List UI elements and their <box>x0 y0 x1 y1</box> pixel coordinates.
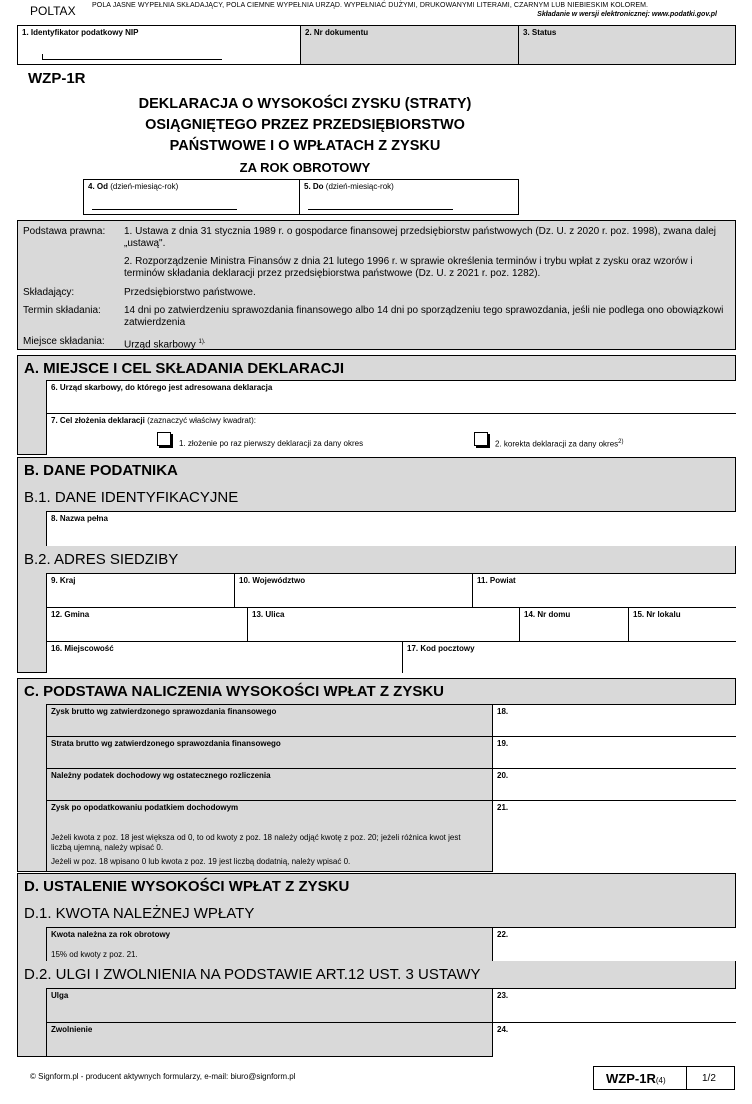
relief-label: Ulga <box>51 991 69 1000</box>
correction-label: 2. korekta deklaracji za dany okres <box>495 439 619 449</box>
section-b2-title: B.2. ADRES SIEDZIBY <box>24 551 179 568</box>
full-name-label: 8. Nazwa pełna <box>51 514 108 523</box>
correction-footnote: 2) <box>618 439 624 445</box>
from-date-boxes <box>92 204 237 210</box>
flat-number-field[interactable] <box>628 607 736 641</box>
footer-copyright: © Signform.pl - producent aktywnych formularzy, e-mail: biuro@signform.pl <box>30 1072 296 1081</box>
street-field[interactable] <box>247 607 519 641</box>
section-a-title: A. MIEJSCE I CEL SKŁADANIA DEKLARACJI <box>24 360 345 377</box>
deadline-value: 14 dni po zatwierdzeniu sprawozdania finansowego albo 14 dni po sporządzeniu tego sprawozdania, jeśli nie podlega ono obowiązkowi zatwierdzenia <box>124 305 724 328</box>
section-b <box>17 457 736 673</box>
from-hint: (dzień-miesiąc-rok) <box>110 182 179 191</box>
exemption-row <box>46 1022 492 1057</box>
gross-profit-row <box>46 704 492 736</box>
to-date-boxes <box>308 204 453 210</box>
street-label: 13. Ulica <box>252 610 285 619</box>
footer-page-number: 1/2 <box>702 1073 716 1084</box>
field-24-number: 24. <box>497 1025 509 1034</box>
gross-loss-field[interactable] <box>492 736 736 768</box>
form-title <box>90 94 520 178</box>
tax-office-field[interactable] <box>46 380 736 413</box>
footer-divider <box>686 1067 687 1089</box>
full-name-field[interactable] <box>46 511 736 546</box>
purpose-label: 7. Cel złożenia deklaracji <box>51 416 145 425</box>
basis-1: 1. Ustawa z dnia 31 stycznia 1989 r. o gospodarce finansowej przedsiębiorstw państwowych (Dz. U. z 2020 r. poz. 1998), zwana dalej „ustawą". <box>124 226 716 249</box>
voivodeship-label: 10. Województwo <box>239 576 306 585</box>
house-number-label: 14. Nr domu <box>524 610 571 619</box>
net-profit-field[interactable] <box>492 800 736 872</box>
exemption-label: Zwolnienie <box>51 1025 93 1034</box>
postcode-field[interactable] <box>402 641 736 673</box>
field-20-number: 20. <box>497 771 509 780</box>
section-a <box>17 355 736 455</box>
section-b1-title: B.1. DANE IDENTYFIKACYJNE <box>24 489 239 506</box>
gross-profit-field[interactable] <box>492 704 736 736</box>
house-number-field[interactable] <box>519 607 628 641</box>
section-d-title: D. USTALENIE WYSOKOŚCI WPŁAT Z ZYSKU <box>24 878 350 895</box>
net-profit-label: Zysk po opodatkowaniu podatkiem dochodowym <box>51 803 239 812</box>
title-line-1: DEKLARACJA O WYSOKOŚCI ZYSKU (STRATY) <box>138 96 472 112</box>
instruction-text: POLA JASNE WYPEŁNIA SKŁADAJĄCY, POLA CIEMNE WYPEŁNIA URZĄD. WYPEŁNIAĆ DUŻYMI, DRUKOWANYMI LITERAMI, CZARNYM LUB NIEBIESKIM KOLOREM. <box>92 2 649 9</box>
city-field[interactable] <box>46 641 402 673</box>
nip-boxes <box>42 54 222 60</box>
purpose-field <box>46 413 736 455</box>
section-c <box>17 678 736 872</box>
income-tax-label: Należny podatek dochodowy wg ostatecznego rozliczenia <box>51 771 271 780</box>
postcode-label: 17. Kod pocztowy <box>407 644 475 653</box>
title-line-4: ZA ROK OBROTOWY <box>239 160 371 175</box>
country-field[interactable] <box>46 573 234 607</box>
exemption-field[interactable] <box>492 1022 736 1057</box>
footer-version: (4) <box>655 1076 666 1085</box>
to-hint: (dzień-miesiąc-rok) <box>325 182 394 191</box>
due-amount-label: Kwota należna za rok obrotowy <box>51 930 171 939</box>
correction-checkbox[interactable] <box>474 432 488 446</box>
section-c-title: C. PODSTAWA NALICZENIA WYSOKOŚCI WPŁAT Z ZYSKU <box>24 683 444 700</box>
doc-number-label: 2. Nr dokumentu <box>305 28 369 37</box>
status-label: 3. Status <box>523 28 557 37</box>
place-footnote: 1). <box>198 339 206 345</box>
footer-form-code-box <box>593 1066 735 1090</box>
tax-office-label: 6. Urząd skarbowy, do którego jest adresowana deklaracja <box>51 383 273 392</box>
field-19-number: 19. <box>497 739 509 748</box>
first-filing-label: 1. złożenie po raz pierwszy deklaracji za dany okres <box>179 439 364 448</box>
basis-label: Podstawa prawna: <box>23 226 106 237</box>
field-21-number: 21. <box>497 803 509 812</box>
deadline-label: Termin składania: <box>23 305 101 316</box>
filer-label: Składający: <box>23 287 75 298</box>
due-amount-row <box>46 927 492 961</box>
section-b-title: B. DANE PODATNIKA <box>24 462 178 479</box>
purpose-hint: (zaznaczyć właściwy kwadrat): <box>147 416 256 425</box>
commune-field[interactable] <box>46 607 247 641</box>
field-23-number: 23. <box>497 991 509 1000</box>
flat-number-label: 15. Nr lokalu <box>633 610 681 619</box>
filer-value: Przedsiębiorstwo państwowe. <box>124 287 256 298</box>
title-line-2: OSIĄGNIĘTEGO PRZEZ PRZEDSIĘBIORSTWO <box>145 117 465 133</box>
city-label: 16. Miejscowość <box>51 644 114 653</box>
voivodeship-field[interactable] <box>234 573 472 607</box>
net-profit-note-2: Jeżeli w poz. 18 wpisano 0 lub kwota z poz. 19 jest liczbą dodatnią, należy wpisać 0. <box>51 857 351 866</box>
title-line-3: PAŃSTWOWE I O WPŁATACH Z ZYSKU <box>169 138 441 154</box>
place-label: Miejsce składania: <box>23 336 105 347</box>
commune-label: 12. Gmina <box>51 610 90 619</box>
income-tax-field[interactable] <box>492 768 736 800</box>
net-profit-row <box>46 800 492 872</box>
nip-field[interactable] <box>17 25 301 65</box>
section-d1-title: D.1. KWOTA NALEŻNEJ WPŁATY <box>24 905 255 922</box>
to-label: 5. Do <box>304 182 324 191</box>
section-d2-title: D.2. ULGI I ZWOLNIENIA NA PODSTAWIE ART.12 UST. 3 USTAWY <box>24 966 481 983</box>
first-filing-checkbox[interactable] <box>157 432 171 446</box>
net-profit-note-1: Jeżeli kwota z poz. 18 jest większa od 0, to od kwoty z poz. 18 należy odjąć kwotę z poz. 20; jeżeli różnica kwot jest liczbą ujemną, należy wpisać 0. <box>51 833 461 852</box>
income-tax-row <box>46 768 492 800</box>
gross-loss-row <box>46 736 492 768</box>
due-amount-field[interactable] <box>492 927 736 961</box>
field-22-number: 22. <box>497 930 509 939</box>
form-code: WZP-1R <box>28 70 86 87</box>
period-to-field[interactable] <box>299 179 519 215</box>
county-label: 11. Powiat <box>477 576 516 585</box>
doc-number-field <box>300 25 519 65</box>
section-d <box>17 873 736 1057</box>
legal-info-block <box>17 220 736 350</box>
brand-label: POLTAX <box>30 4 76 18</box>
place-value: Urząd skarbowy <box>124 339 196 351</box>
from-label: 4. Od <box>88 182 109 191</box>
gross-profit-label: Zysk brutto wg zatwierdzonego sprawozdania finansowego <box>51 707 277 716</box>
due-amount-hint: 15% od kwoty z poz. 21. <box>51 950 138 959</box>
period-from-field[interactable] <box>83 179 300 215</box>
gross-loss-label: Strata brutto wg zatwierdzonego sprawozdania finansowego <box>51 739 281 748</box>
basis-2: 2. Rozporządzenie Ministra Finansów z dnia 21 lutego 1996 r. w sprawie określenia terminów i trybu wpłat z zysku oraz wzorów i terminów składania deklaracji przez przedsiębiorstwa państwowe (Dz. U. z 2021 r. poz. 1282). <box>124 256 693 279</box>
county-field[interactable] <box>472 573 736 607</box>
status-field <box>518 25 736 65</box>
country-label: 9. Kraj <box>51 576 76 585</box>
nip-label: 1. Identyfikator podatkowy NIP <box>22 28 139 37</box>
relief-row <box>46 988 492 1022</box>
electronic-filing-note: Składanie w wersji elektronicznej: www.podatki.gov.pl <box>537 11 717 18</box>
footer-form-code: WZP-1R <box>606 1071 656 1086</box>
relief-field[interactable] <box>492 988 736 1022</box>
field-18-number: 18. <box>497 707 509 716</box>
